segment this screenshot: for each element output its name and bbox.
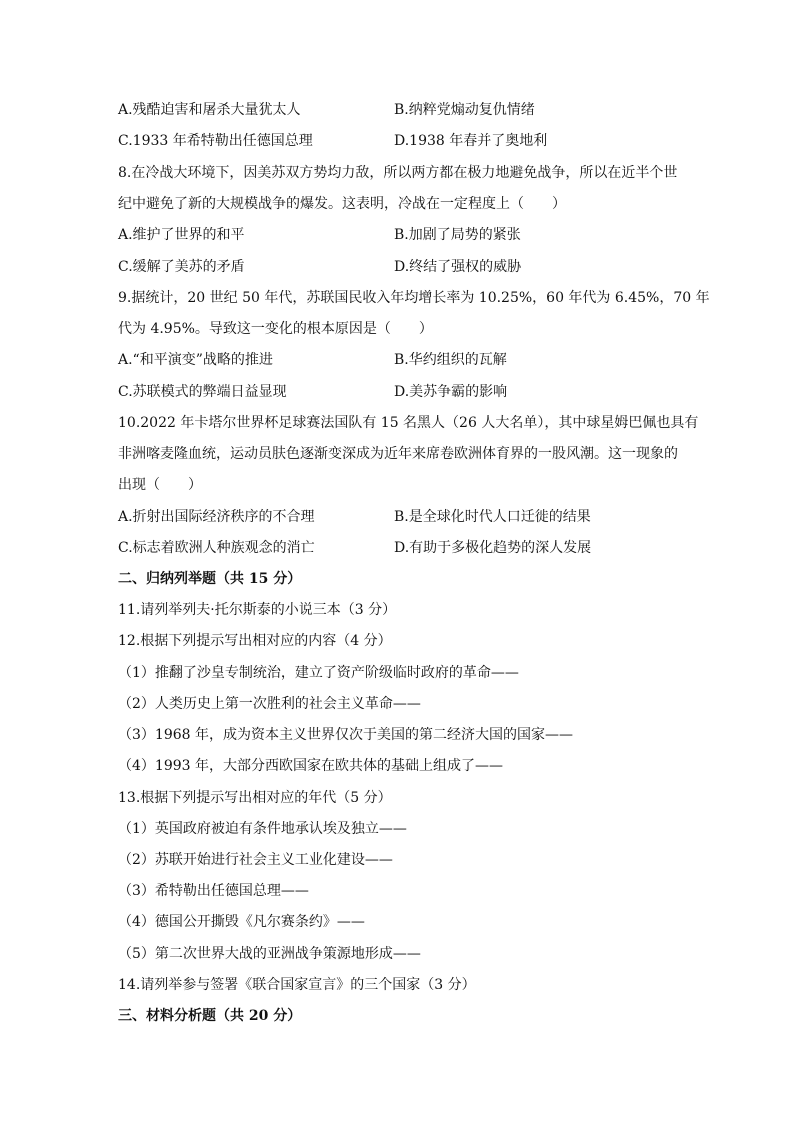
q10-option-c: C.标志着欧洲人种族观念的消亡: [118, 540, 315, 556]
q13-stem: 13.根据下列提示写出相对应的年代（5 分）: [118, 790, 392, 806]
q12-item-1: （1）推翻了沙皇专制统治，建立了资产阶级临时政府的革命——: [118, 665, 519, 681]
section-3-heading: 三、材料分析题（共 20 分）: [118, 1008, 302, 1024]
q9-option-d: D.美苏争霸的影响: [394, 384, 508, 400]
q14-stem: 14.请列举参与签署《联合国家宣言》的三个国家（3 分）: [118, 977, 476, 993]
q11-stem: 11.请列举列夫·托尔斯泰的小说三本（3 分）: [118, 602, 397, 618]
q13-item-4: （4）德国公开撕毁《凡尔赛条约》——: [118, 914, 365, 930]
q8-option-a: A.维护了世界的和平: [118, 227, 245, 243]
q10-stem-line2: 非洲喀麦隆血统，运动员肤色逐渐变深成为近年来席卷欧洲体育界的一股风潮。这一现象的: [118, 446, 678, 462]
section-2-heading: 二、归纳列举题（共 15 分）: [118, 571, 302, 587]
q7-option-c: C.1933 年希特勒出任德国总理: [118, 133, 313, 149]
q8-option-b: B.加剧了局势的紧张: [394, 227, 521, 243]
q8-stem-line1: 8.在冷战大环境下，因美苏双方势均力敌，所以两方都在极力地避免战争，所以在近半个世: [118, 165, 678, 181]
q12-stem: 12.根据下列提示写出相对应的内容（4 分）: [118, 633, 392, 649]
q10-option-a: A.折射出国际经济秩序的不合理: [118, 509, 315, 525]
q12-item-3: （3）1968 年，成为资本主义世界仅次于美国的第二经济大国的国家——: [118, 727, 573, 743]
q13-item-2: （2）苏联开始进行社会主义工业化建设——: [118, 852, 393, 868]
q10-stem-line1: 10.2022 年卡塔尔世界杯足球赛法国队有 15 名黑人（26 人大名单），其中球星姆巴佩也具有: [118, 415, 699, 431]
q10-stem-line3: 出现（ ）: [118, 477, 202, 493]
q8-option-c: C.缓解了美苏的矛盾: [118, 259, 245, 275]
q7-option-b: B.纳粹党煽动复仇情绪: [394, 102, 535, 118]
q13-item-5: （5）第二次世界大战的亚洲战争策源地形成——: [118, 946, 421, 962]
q7-option-a: A.残酷迫害和屠杀大量犹太人: [118, 102, 301, 118]
q13-item-1: （1）英国政府被迫有条件地承认埃及独立——: [118, 821, 407, 837]
q12-item-4: （4）1993 年，大部分西欧国家在欧共体的基础上组成了——: [118, 758, 503, 774]
q9-stem-line1: 9.据统计，20 世纪 50 年代，苏联国民收入年均增长率为 10.25%，60 年代为 6.45%，70 年: [118, 290, 710, 306]
q9-option-c: C.苏联模式的弊端日益显现: [118, 384, 287, 400]
q10-option-d: D.有助于多极化趋势的深人发展: [394, 540, 592, 556]
q8-option-d: D.终结了强权的威胁: [394, 259, 522, 275]
q8-stem-line2: 纪中避免了新的大规模战争的爆发。这表明，冷战在一定程度上（ ）: [118, 196, 566, 212]
q13-item-3: （3）希特勒出任德国总理——: [118, 883, 309, 899]
q9-stem-line2: 代为 4.95%。导致这一变化的根本原因是（ ）: [118, 321, 433, 337]
q12-item-2: （2）人类历史上第一次胜利的社会主义革命——: [118, 696, 421, 712]
q9-option-a: A.“和平演变”战略的推进: [118, 352, 273, 368]
q10-option-b: B.是全球化时代人口迁徙的结果: [394, 509, 591, 525]
q7-option-d: D.1938 年春并了奥地利: [394, 133, 548, 149]
q9-option-b: B.华约组织的瓦解: [394, 352, 507, 368]
